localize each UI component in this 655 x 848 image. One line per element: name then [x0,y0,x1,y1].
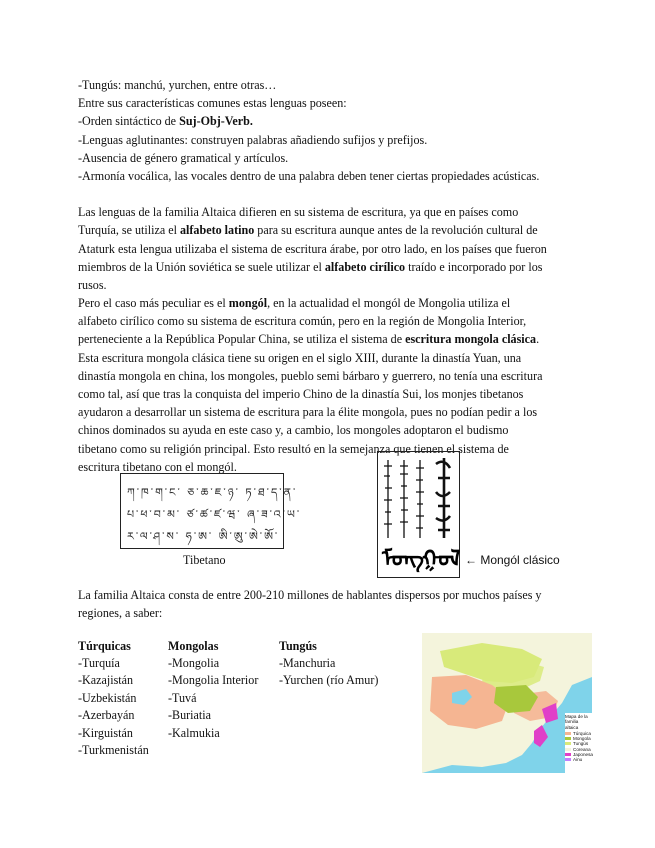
text-span: traído e incorporado por los [405,259,543,274]
family-item: -Buriatia [168,708,211,723]
text-line [78,586,541,604]
text-span: Pero el caso más peculiar es el [78,296,229,311]
family-item: -Tuvá [168,690,197,705]
tibetan-script-image [120,473,302,549]
text-span: Ataturk esta lengua utilizaba el sistema de escritura árabe, por otro lado, en los países que fueron [78,241,547,256]
family-column-mongolic [168,637,258,742]
text-line [78,76,578,94]
legend-label: Mongola [573,736,591,742]
text-span: perteneciente a la República Popular China, se utiliza el sistema de [78,332,406,347]
tibetan-caption: Tibetano [183,553,226,567]
text-span: -Armonía vocálica, las vocales dentro de una palabra deben tener ciertas propiedades acústicas. [78,168,540,183]
family-item: -Mongolia Interior [168,673,259,688]
column-header: Túrquicas [78,639,131,653]
legend-label: Japonesa [573,752,593,758]
family-item: -Uzbekistán [78,690,137,705]
text-line [78,112,578,130]
blank-line [78,185,578,203]
legend-label: Coreana [573,746,591,752]
bold-term: alfabeto latino [180,223,255,238]
text-line [78,312,578,330]
text-span: Esta escritura mongola clásica tiene su origen en el siglo XIII, durante la dinastía Yuan, una [78,350,522,365]
text-line [78,94,578,112]
bold-term: alfabeto cirílico [324,259,406,274]
legend-swatch [565,753,571,756]
text-line [78,167,578,185]
legend-swatch [565,737,571,740]
tibetan-row: ར་ལ་ཤ་ས་ ཧ་ཨ་ ཨི་ཨུ་ཨེ་ཨོ་ [127,530,280,543]
family-item: -Yurchen (río Amur) [279,673,379,688]
text-line [78,258,578,276]
text-span: ayudaron a desarrollar un sistema de escritura para la élite mongola, pues no podían pedir a los [78,405,538,420]
text-line [78,403,578,421]
column-header: Tungús [279,639,317,653]
text-span: -Ausencia de género gramatical y artículos. [78,150,289,165]
text-line [78,203,578,221]
legend-label: Túrquica [573,730,591,736]
text-span: Turquía, se utiliza el [78,223,180,238]
family-column-tungusic [279,637,378,690]
legend-swatch [565,758,571,761]
text-span: como tal, así que tras la conquista del imperio Chino de la dinastía Sui, los monjes tibetanos [78,387,524,401]
text-span: -Lenguas aglutinantes: construyen palabras añadiendo sufijos y prefijos. [78,132,428,147]
text-span: Las lenguas de la familia Altaica difieren en su sistema de escritura, ya que en países como [78,205,519,220]
legend-label: Ainu [573,757,583,763]
text-span: chinos dominados su ayuda en este caso y, a cambio, los mongoles adoptaron el budismo [78,423,509,438]
family-item: -Turquía [78,656,120,670]
legend-title: Mapa de la familia altaica [565,714,588,730]
text-span: -Tungús: manchú, yurchen, entre otras… [78,78,277,92]
paragraph-features [78,76,578,185]
bold-term: Suj-Obj-Verb. [179,114,253,129]
paragraph-speakers [78,586,541,622]
text-line [78,349,578,367]
family-item: -Mongolia [168,656,220,670]
text-line [78,221,578,239]
family-item: -Kazajistán [78,673,134,688]
text-span: escritura tibetano con el mongól. [78,459,237,474]
text-line [78,294,578,312]
text-span: para su escritura aunque antes de la revolución cultural de [254,223,538,238]
mongolian-glyph: ᠭᠣᠯ [422,546,461,572]
text-line [78,131,578,149]
text-span: miembros de la Unión soviética se suele utilizar el [78,259,325,274]
legend-swatch [565,732,571,735]
text-span: Entre sus características comunes estas lenguas poseen: [78,96,347,111]
text-line [78,440,578,458]
family-item: -Azerbayán [78,708,135,723]
family-item: -Kalmukia [168,725,220,740]
text-line [78,240,578,258]
text-line [78,604,541,622]
family-column-turkic [78,637,149,759]
text-span: alfabeto cirílico como su sistema de escritura común, pero en la región de Mongolia Interior, [78,314,527,329]
family-item: -Manchuria [279,656,336,670]
text-span: tibetano como su religión principal. Esto resultó en la semejanza que tienen el sistema de [78,441,509,456]
text-span: dinastía mongola en china, los mongoles, pueblo semi bárbaro y guerrero, no tenía una escritura [78,368,543,383]
legend-item [565,757,592,762]
text-span: , en la actualidad el mongól de Mongolia utiliza el [267,296,511,311]
mongolian-glyph: ᠮᠣᠩ [382,546,424,572]
text-span: regiones, a saber: [78,606,163,621]
tibetan-row: ཀ་ཁ་ག་ང་ ཅ་ཆ་ཇ་ཉ་ ཏ་ཐ་ད་ན་ [127,486,298,499]
text-span: La familia Altaica consta de entre 200-210 millones de hablantes dispersos por muchos países y [78,588,542,602]
paragraph-writing-systems [78,203,578,476]
text-line [78,330,578,348]
text-line [78,367,578,385]
text-span: . [536,332,540,347]
text-line [78,276,578,294]
document-page [78,76,578,476]
column-header: Mongolas [168,639,219,653]
text-line [78,149,578,167]
text-span: rusos. [78,277,107,292]
text-span: -Orden sintáctico de [78,114,180,129]
bold-term: mongól [228,296,268,311]
bold-term: escritura mongola clásica [405,332,537,347]
legend-swatch [565,748,571,751]
text-line [78,421,578,439]
tibetan-row: པ་ཕ་བ་མ་ ཙ་ཚ་ཛ་ཝ་ ཞ་ཟ་འ་ཡ་ [127,508,302,521]
text-line [78,385,578,403]
mongolian-script-image [377,451,460,578]
mongolian-caption: ← Mongól clásico [465,553,560,567]
map-legend [565,714,592,772]
family-item: -Kirguistán [78,725,133,740]
legend-swatch [565,742,571,745]
family-item: -Turkmenistán [78,742,149,757]
legend-label: Tungús [573,741,589,747]
